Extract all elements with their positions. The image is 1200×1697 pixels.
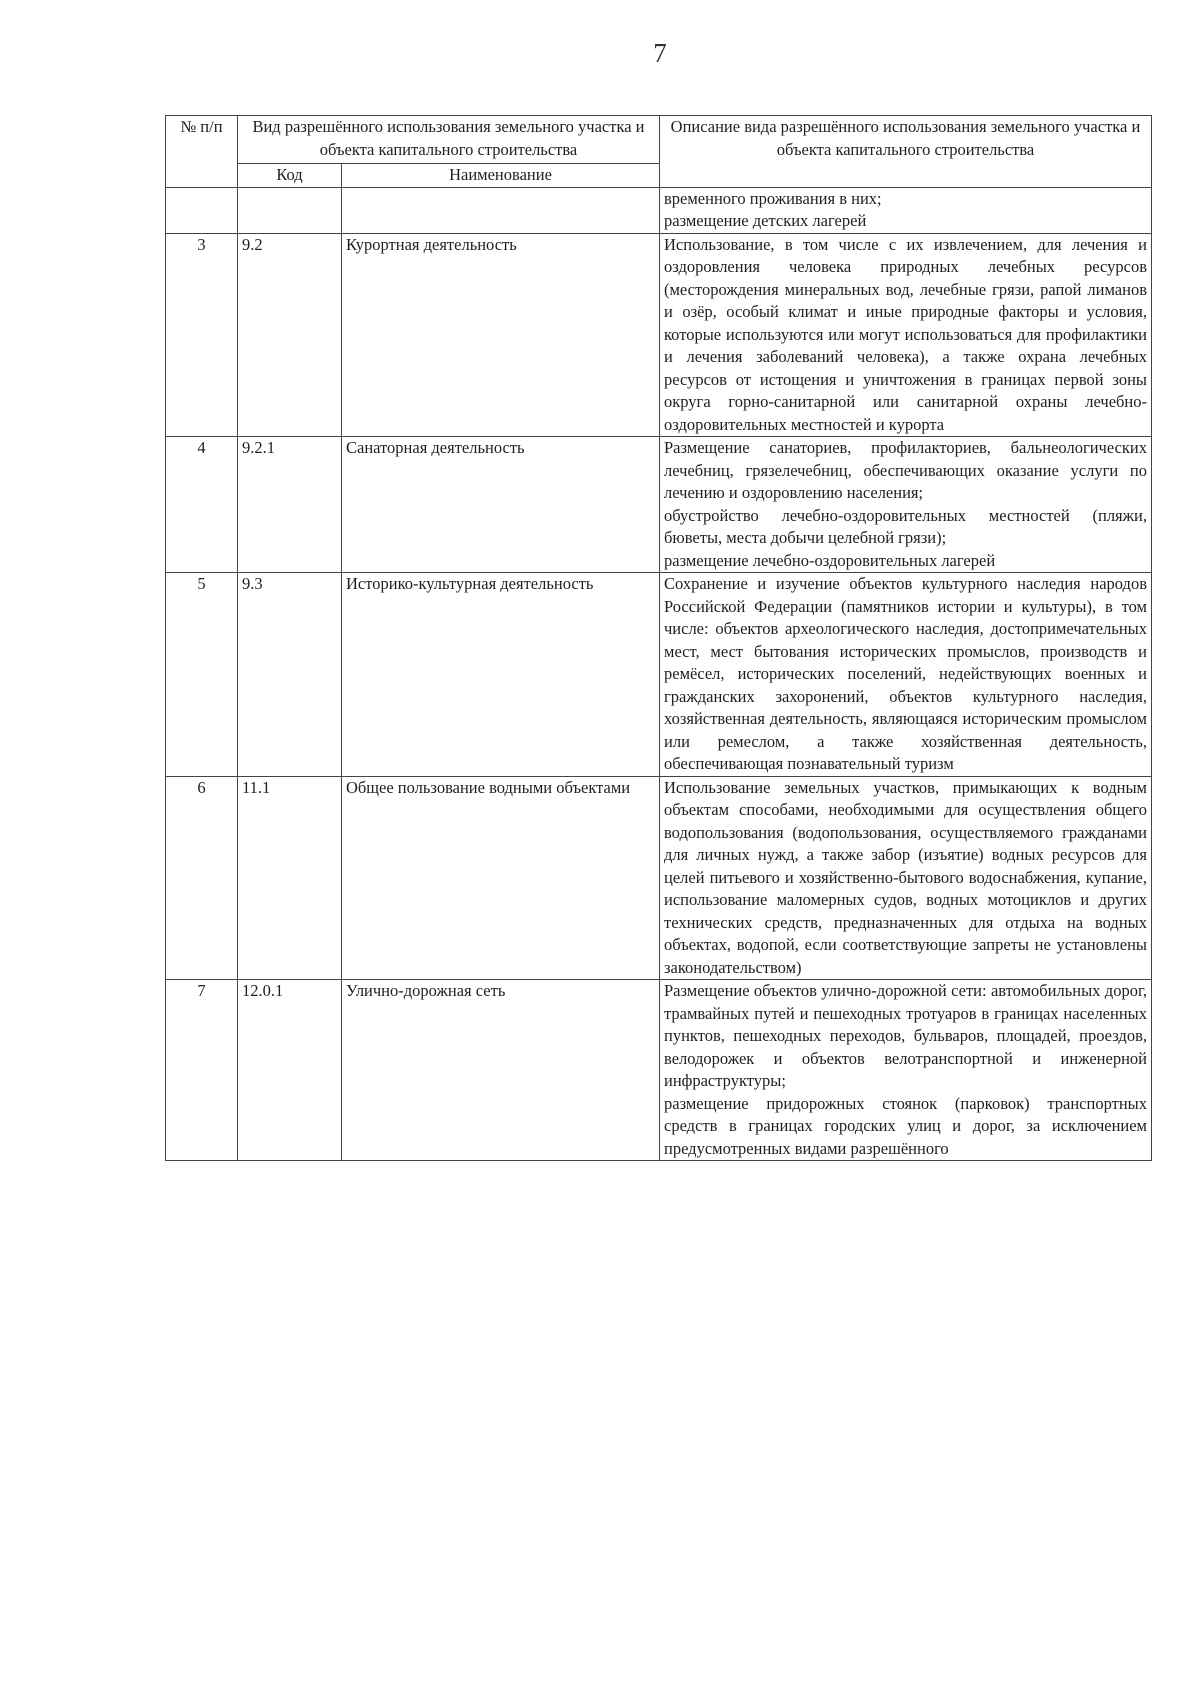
row-code: 9.3 — [238, 573, 342, 777]
header-name: Наименование — [342, 164, 660, 188]
desc-paragraph: размещение лечебно-оздоровительных лагерей — [664, 550, 996, 570]
desc-paragraph: временного проживания в них; — [664, 188, 882, 208]
desc-paragraph: размещение детских лагерей — [664, 211, 867, 230]
desc-paragraph: обустройство лечебно-оздоровительных местностей (пляжи, бюветы, места добычи целебной грязи); — [664, 505, 1147, 547]
desc-paragraph: Использование земельных участков, примыкающих к водным объектам способами, необходимыми для осуществления общего водопользования (водопользования, осуществляемого гражданами для личных нужд, а также забор (изъятие) водных ресурсов для целей питьевого и хозяйственно-бытового водоснабжения, купание, использование маломерных судов, водных мотоциклов и других технических средств, предназначенных для отдыха на водных объектах, водопой, если соответствующие запреты не установлены законодательством) — [664, 777, 1147, 977]
header-vid: Вид разрешённого использования земельного участка и объекта капитального строительства — [238, 116, 660, 164]
row-code: 9.2.1 — [238, 437, 342, 573]
desc-paragraph: Размещение санаториев, профилакториев, бальнеологических лечебниц, грязелечебниц, обеспечивающих оказание услуги по лечению и оздоровлению населения; — [664, 438, 1147, 502]
page-number: 7 — [653, 38, 667, 68]
row-num: 5 — [166, 573, 238, 777]
row-name: Общее пользование водными объектами — [342, 776, 660, 980]
row-name: Улично-дорожная сеть — [342, 980, 660, 1161]
row-desc — [660, 776, 1152, 980]
row-code: 9.2 — [238, 233, 342, 437]
row-code: 12.0.1 — [238, 980, 342, 1161]
row-num: 3 — [166, 233, 238, 437]
row-desc — [660, 980, 1152, 1161]
row-desc — [660, 187, 1152, 233]
land-use-table — [165, 115, 1152, 1161]
table-row — [166, 233, 1152, 437]
row-num: 4 — [166, 437, 238, 573]
header-code: Код — [238, 164, 342, 188]
row-name: Курортная деятельность — [342, 233, 660, 437]
table-row — [166, 980, 1152, 1161]
row-code: 11.1 — [238, 776, 342, 980]
row-desc — [660, 233, 1152, 437]
desc-paragraph: Размещение объектов улично-дорожной сети: автомобильных дорог, трамвайных путей и пешеходных тротуаров в границах населенных пунктов, пешеходных переходов, бульваров, площадей, проездов, велодорожек и объектов велотранспортной и инженерной инфраструктуры; — [664, 981, 1147, 1090]
row-desc — [660, 573, 1152, 777]
header-desc: Описание вида разрешённого использования земельного участка и объекта капитального строительства — [660, 116, 1152, 188]
table-row — [166, 437, 1152, 573]
desc-paragraph: Использование, в том числе с их извлечением, для лечения и оздоровления человека природных лечебных ресурсов (месторождения минеральных вод, лечебные грязи, рапой лиманов и озёр, особый климат и иные природные факторы и условия, которые используются или могут использоваться для профилактики и лечения заболеваний человека), а также охрана лечебных ресурсов от истощения и уничтожения в границах первой зоны округа горно-санитарной или санитарной охраны лечебно-оздоровительных местностей и курорта — [664, 234, 1147, 434]
desc-paragraph: Сохранение и изучение объектов культурного наследия народов Российской Федерации (памятников истории и культуры), в том числе: объектов археологического наследия, достопримечательных мест, мест бытования исторических промыслов, производств и ремёсел, исторических поселений, недействующих военных и гражданских захоронений, объектов культурного наследия, хозяйственная деятельность, являющаяся историческим промыслом или ремеслом, а также хозяйственная деятельность, обеспечивающая познавательный туризм — [664, 574, 1147, 773]
header-num: № п/п — [166, 116, 238, 188]
desc-paragraph: размещение придорожных стоянок (парковок) транспортных средств в границах городских улиц и дорог, за исключением предусмотренных видами разрешённого — [664, 1093, 1147, 1158]
table-row — [166, 776, 1152, 980]
row-num: 7 — [166, 980, 238, 1161]
table-row — [166, 573, 1152, 777]
row-desc — [660, 437, 1152, 573]
row-num: 6 — [166, 776, 238, 980]
table-row-continuation — [166, 187, 1152, 233]
row-name: Историко-культурная деятельность — [342, 573, 660, 777]
row-name: Санаторная деятельность — [342, 437, 660, 573]
